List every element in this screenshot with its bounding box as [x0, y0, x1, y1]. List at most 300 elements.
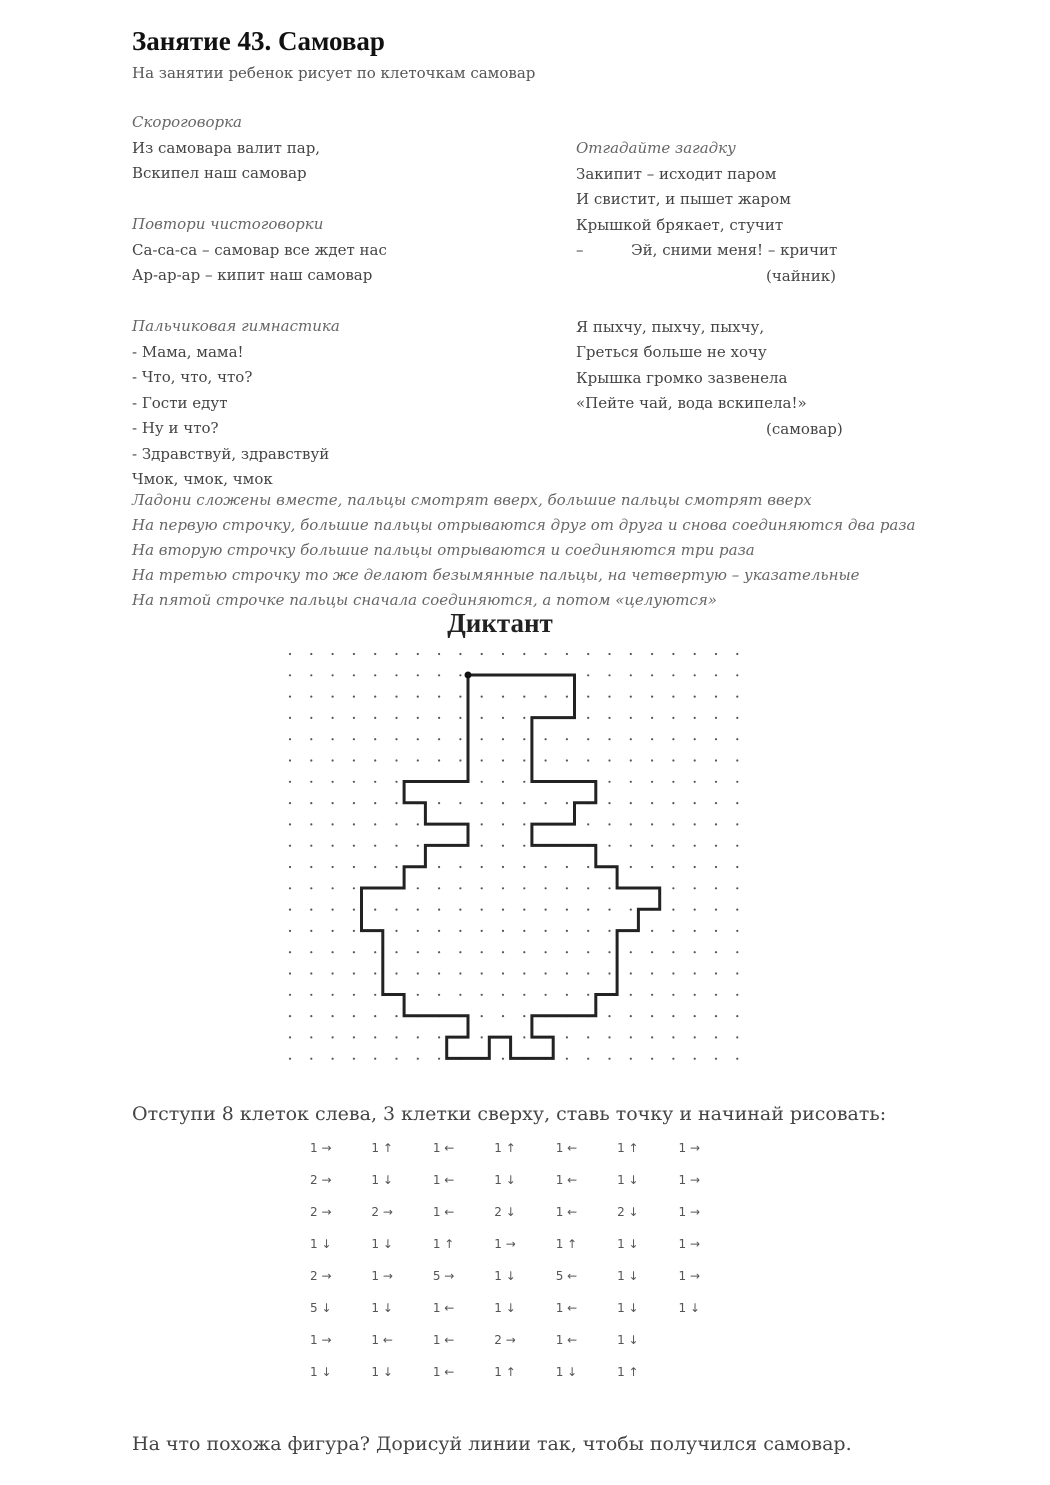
grid-dot [289, 887, 291, 889]
grid-dot [523, 930, 525, 932]
step-cell: 1 ↑ [617, 1365, 639, 1379]
grid-dot [332, 1015, 334, 1017]
grid-dot [374, 845, 376, 847]
grid-dot [608, 823, 610, 825]
grid-dot [438, 802, 440, 804]
grid-dot [566, 887, 568, 889]
grid-dot [310, 951, 312, 953]
grid-dot [715, 866, 717, 868]
step-cell: 1 → [678, 1141, 701, 1155]
grid-dot [459, 802, 461, 804]
grid-dot [630, 845, 632, 847]
grid-dot [672, 823, 674, 825]
grid-dot [289, 674, 291, 676]
step-cell: 5 ← [555, 1269, 578, 1283]
step-cell: 1 → [310, 1141, 332, 1155]
text-line: Чмок, чмок, чмок [132, 470, 273, 488]
grid-dot [715, 930, 717, 932]
grid-dot [608, 781, 610, 783]
grid-dot [332, 653, 334, 655]
grid-dot [417, 909, 419, 911]
grid-dot [523, 717, 525, 719]
grid-dot [523, 781, 525, 783]
grid-dot [459, 972, 461, 974]
grid-dot [736, 674, 738, 676]
left-text-column [132, 110, 562, 493]
grid-dot [481, 1036, 483, 1038]
step-cell: 2 → [310, 1173, 332, 1187]
grid-dot [395, 866, 397, 868]
grid-dot [715, 696, 717, 698]
grid-dot [374, 759, 376, 761]
grid-dot [608, 951, 610, 953]
grid-dot [587, 738, 589, 740]
step-cell: 2 → [310, 1269, 332, 1283]
grid-dot [374, 994, 376, 996]
grid-dot [374, 781, 376, 783]
grid-dot [374, 653, 376, 655]
text-line: Ар-ар-ар – кипит наш самовар [132, 266, 373, 284]
grid-dot [374, 972, 376, 974]
grid-dot [736, 930, 738, 932]
grid-dot [353, 674, 355, 676]
text-line: Закипит – исходит паром [576, 164, 777, 183]
grid-dot [672, 845, 674, 847]
grid-dot [502, 1015, 504, 1017]
grid-dot [310, 696, 312, 698]
dictation-steps [310, 1132, 740, 1388]
step-cell: 1 → [678, 1173, 701, 1187]
grid-dot [523, 909, 525, 911]
grid-dot [715, 972, 717, 974]
grid-dot [694, 930, 696, 932]
page-title: Занятие 43. Самовар [132, 26, 385, 56]
step-cell: 1 ↓ [310, 1237, 332, 1251]
grid-dot [715, 781, 717, 783]
grid-dot [438, 696, 440, 698]
grid-dot [587, 994, 589, 996]
grid-dot [417, 930, 419, 932]
grid-dot [332, 674, 334, 676]
grid-dot [374, 1015, 376, 1017]
grid-dot [566, 738, 568, 740]
grid-dot [481, 1015, 483, 1017]
grid-dot [566, 759, 568, 761]
grid-dot [630, 951, 632, 953]
grid-dot [672, 738, 674, 740]
steps-row [310, 1196, 740, 1228]
grid-dot [438, 1036, 440, 1038]
grid-dot [332, 823, 334, 825]
grid-dot [545, 696, 547, 698]
instruction-line: Ладони сложены вместе, пальцы смотрят вверх, большие пальцы смотрят вверх [132, 491, 812, 509]
grid-dot [587, 717, 589, 719]
grid-dot [332, 781, 334, 783]
grid-dot [502, 781, 504, 783]
text-line: - Мама, мама! [132, 342, 244, 361]
grid-dot [651, 781, 653, 783]
grid-dot [630, 994, 632, 996]
grid-dot [608, 909, 610, 911]
grid-dot [310, 653, 312, 655]
grid-dot [715, 802, 717, 804]
instruction-line: На первую строчку, большие пальцы отрываются друг от друга и снова соединяются два раза [132, 516, 916, 534]
grid-dot [417, 1058, 419, 1060]
grid-dot [417, 972, 419, 974]
grid-dot [651, 802, 653, 804]
grid-dot [672, 909, 674, 911]
grid-dot [332, 845, 334, 847]
grid-dot [736, 866, 738, 868]
grid-dot [502, 887, 504, 889]
step-cell: 1 ↑ [432, 1237, 455, 1251]
grid-dot [395, 738, 397, 740]
grid-dot [310, 1015, 312, 1017]
grid-dot [438, 930, 440, 932]
grid-dot [694, 759, 696, 761]
grid-dot [736, 759, 738, 761]
start-instruction: Отступи 8 клеток слева, 3 клетки сверху, ставь точку и начинай рисовать: [132, 1103, 887, 1125]
step-cell: 5 → [432, 1269, 455, 1283]
grid-dot [545, 994, 547, 996]
grid-dot [587, 930, 589, 932]
grid-dot [502, 951, 504, 953]
grid-dot [374, 674, 376, 676]
grid-dot [459, 930, 461, 932]
step-cell: 1 → [678, 1205, 701, 1219]
grid-dot [694, 951, 696, 953]
grid-dot [459, 696, 461, 698]
grid-dot [630, 717, 632, 719]
grid-dot [459, 717, 461, 719]
step-cell: 1 ← [432, 1173, 455, 1187]
grid-dot [289, 738, 291, 740]
grid-dot [353, 696, 355, 698]
grid-dot [374, 823, 376, 825]
step-cell: 1 ← [432, 1301, 455, 1315]
grid-dot [736, 1036, 738, 1038]
grid-dot [459, 759, 461, 761]
grid-dot [374, 1036, 376, 1038]
grid-dot [566, 930, 568, 932]
grid-dot [736, 845, 738, 847]
step-cell: 2 ↓ [617, 1205, 639, 1219]
grid-dot [395, 972, 397, 974]
grid-dot [289, 930, 291, 932]
grid-dot [502, 845, 504, 847]
step-cell: 1 ↑ [371, 1141, 393, 1155]
grid-dot [417, 994, 419, 996]
grid-dot [459, 738, 461, 740]
grid-dot [715, 674, 717, 676]
grid-dot [310, 866, 312, 868]
grid-dot [353, 653, 355, 655]
grid-dot [502, 994, 504, 996]
grid-dot [438, 1058, 440, 1060]
grid-dot [523, 759, 525, 761]
text-line: - Что, что, что? [132, 368, 253, 386]
grid-dot [353, 1036, 355, 1038]
grid-dot [523, 1036, 525, 1038]
step-cell: 1 → [678, 1237, 701, 1251]
grid-dot [651, 653, 653, 655]
grid-dot [736, 1015, 738, 1017]
grid-dot [502, 802, 504, 804]
grid-dot [459, 866, 461, 868]
grid-dot [736, 781, 738, 783]
grid-dot [608, 653, 610, 655]
grid-dot [630, 781, 632, 783]
text-line: Я пыхчу, пыхчу, пыхчу, [576, 317, 765, 336]
grid-dot [715, 909, 717, 911]
grid-dot [608, 802, 610, 804]
grid-dot [587, 909, 589, 911]
grid-dot [289, 951, 291, 953]
grid-dot [587, 1036, 589, 1038]
grid-dot [630, 972, 632, 974]
grid-dot [651, 759, 653, 761]
grid-dot [651, 738, 653, 740]
grid-dot [523, 696, 525, 698]
grid-dot [310, 1058, 312, 1060]
grid-dot [395, 1058, 397, 1060]
grid-dot [332, 951, 334, 953]
step-cell: 1 ↑ [555, 1237, 578, 1251]
grid-dot [353, 951, 355, 953]
grid-dot [608, 930, 610, 932]
grid-dot [289, 696, 291, 698]
grid-dot [715, 717, 717, 719]
step-cell: 2 ↓ [494, 1205, 516, 1219]
grid-dot [502, 653, 504, 655]
grid-dot [481, 696, 483, 698]
grid-dot [672, 994, 674, 996]
grid-dot [630, 738, 632, 740]
grid-dot [523, 653, 525, 655]
grid-dot [651, 930, 653, 932]
grid-dot [438, 866, 440, 868]
grid-dot [395, 930, 397, 932]
grid-dot [651, 845, 653, 847]
grid-dot [523, 887, 525, 889]
grid-dot [353, 823, 355, 825]
grid-dot [736, 696, 738, 698]
step-cell: 1 ← [555, 1173, 578, 1187]
grid-dot [374, 951, 376, 953]
grid-dot [332, 909, 334, 911]
grid-dot [310, 909, 312, 911]
step-cell: 5 ↓ [310, 1301, 332, 1315]
grid-dot [694, 802, 696, 804]
grid-dot [417, 653, 419, 655]
final-question: На что похожа фигура? Дорисуй линии так, чтобы получился самовар. [132, 1433, 852, 1455]
grid-dot [374, 696, 376, 698]
step-cell: 2 → [494, 1333, 516, 1347]
text-line: (чайник) [766, 266, 836, 285]
grid-dot [608, 759, 610, 761]
grid-dot [566, 994, 568, 996]
grid-dot [694, 781, 696, 783]
grid-dot [374, 909, 376, 911]
grid-dot [694, 866, 696, 868]
grid-dot [353, 1015, 355, 1017]
step-cell: 1 ↓ [555, 1365, 578, 1379]
step-cell: 1 ↓ [371, 1301, 393, 1315]
grid-dot [545, 930, 547, 932]
grid-dot [694, 738, 696, 740]
grid-dot [608, 887, 610, 889]
text-line: Греться больше не хочу [576, 343, 767, 361]
grid-dot [523, 738, 525, 740]
grid-dot [395, 653, 397, 655]
grid-dot [395, 802, 397, 804]
grid-dot [353, 930, 355, 932]
grid-dot [502, 972, 504, 974]
step-cell: 1 ↓ [371, 1237, 393, 1251]
text-line: – Эй, сними меня! – кричит [576, 241, 838, 259]
grid-dot [736, 738, 738, 740]
grid-dot [608, 845, 610, 847]
step-cell: 1 ↓ [494, 1269, 516, 1283]
grid-dot [672, 1058, 674, 1060]
grid-dot [736, 887, 738, 889]
grid-dot [332, 1036, 334, 1038]
grid-dot [310, 1036, 312, 1038]
grid-dot [672, 930, 674, 932]
grid-dot [630, 653, 632, 655]
grid-dot [481, 759, 483, 761]
grid-dot [459, 909, 461, 911]
grid-dot [310, 845, 312, 847]
grid-dot [417, 738, 419, 740]
right-text-column [576, 136, 906, 442]
grid-dot [630, 674, 632, 676]
grid-dot [481, 781, 483, 783]
grid-dot [651, 951, 653, 953]
grid-dot [417, 823, 419, 825]
grid-dot [395, 951, 397, 953]
grid-dot [715, 1015, 717, 1017]
grid-dot [566, 951, 568, 953]
grid-dot [651, 674, 653, 676]
grid-dot [715, 823, 717, 825]
grid-dot [310, 930, 312, 932]
steps-row [310, 1132, 740, 1164]
step-cell: 1 ↓ [371, 1365, 393, 1379]
grid-dot [353, 845, 355, 847]
grid-dot [417, 717, 419, 719]
grid-dot [289, 759, 291, 761]
grid-dot [374, 717, 376, 719]
grid-dot [395, 1036, 397, 1038]
grid-dot [672, 653, 674, 655]
grid-dot [395, 845, 397, 847]
step-cell: 1 ↓ [617, 1173, 639, 1187]
grid-dot [310, 674, 312, 676]
grid-dot [502, 738, 504, 740]
grid-dot [353, 1058, 355, 1060]
instruction-line: На вторую строчку большие пальцы отрываются и соединяются три раза [132, 541, 755, 559]
grid-dot [374, 802, 376, 804]
grid-dot [736, 972, 738, 974]
grid-dot [523, 866, 525, 868]
page-subtitle: На занятии ребенок рисует по клеточкам самовар [132, 64, 536, 82]
grid-dot [481, 930, 483, 932]
grid-dot [353, 802, 355, 804]
grid-dot [587, 823, 589, 825]
grid-dot [566, 909, 568, 911]
grid-dot [353, 866, 355, 868]
grid-dot [310, 759, 312, 761]
grid-dot [651, 1036, 653, 1038]
grid-dot [395, 909, 397, 911]
step-cell: 1 ← [555, 1205, 578, 1219]
grid-dot [289, 823, 291, 825]
grid-dot [672, 951, 674, 953]
grid-dot [608, 1058, 610, 1060]
grid-dot [545, 653, 547, 655]
grid-dot [736, 909, 738, 911]
grid-dot [481, 802, 483, 804]
grid-dot [736, 823, 738, 825]
grid-dot [289, 866, 291, 868]
grid-dot [332, 696, 334, 698]
grid-dot [566, 802, 568, 804]
step-cell: 1 ↓ [678, 1301, 701, 1315]
steps-row [310, 1228, 740, 1260]
grid-dot [523, 823, 525, 825]
grid-dot [736, 1058, 738, 1060]
grid-dot [481, 972, 483, 974]
dot-grid-drawing [280, 642, 750, 1082]
step-cell: 1 ↓ [617, 1333, 639, 1347]
grid-dot [481, 738, 483, 740]
text-line: - Ну и что? [132, 419, 219, 437]
grid-dot [715, 994, 717, 996]
text-line: Крышка громко зазвенела [576, 368, 788, 387]
grid-dot [566, 653, 568, 655]
grid-dot [502, 1058, 504, 1060]
grid-dot [587, 653, 589, 655]
grid-dot [566, 866, 568, 868]
grid-dot [587, 759, 589, 761]
grid-dot [438, 717, 440, 719]
grid-dot [332, 1058, 334, 1060]
grid-dot [502, 696, 504, 698]
grid-dot [395, 674, 397, 676]
grid-dot [587, 866, 589, 868]
grid-dot [736, 951, 738, 953]
grid-dot [332, 802, 334, 804]
grid-dot [523, 972, 525, 974]
grid-dot [353, 909, 355, 911]
section-heading: Отгадайте загадку [576, 139, 736, 157]
grid-dot [438, 909, 440, 911]
grid-dot [694, 717, 696, 719]
grid-dot [395, 1015, 397, 1017]
text-line: Из самовара валит пар, [132, 138, 321, 157]
step-cell: 2 → [310, 1205, 332, 1219]
grid-dot [417, 845, 419, 847]
grid-dot [715, 759, 717, 761]
section-heading: Скороговорка [132, 113, 242, 131]
grid-dot [523, 951, 525, 953]
grid-dot [545, 866, 547, 868]
grid-dot [630, 823, 632, 825]
grid-dot [545, 887, 547, 889]
grid-dot [481, 653, 483, 655]
spacer [576, 289, 906, 315]
